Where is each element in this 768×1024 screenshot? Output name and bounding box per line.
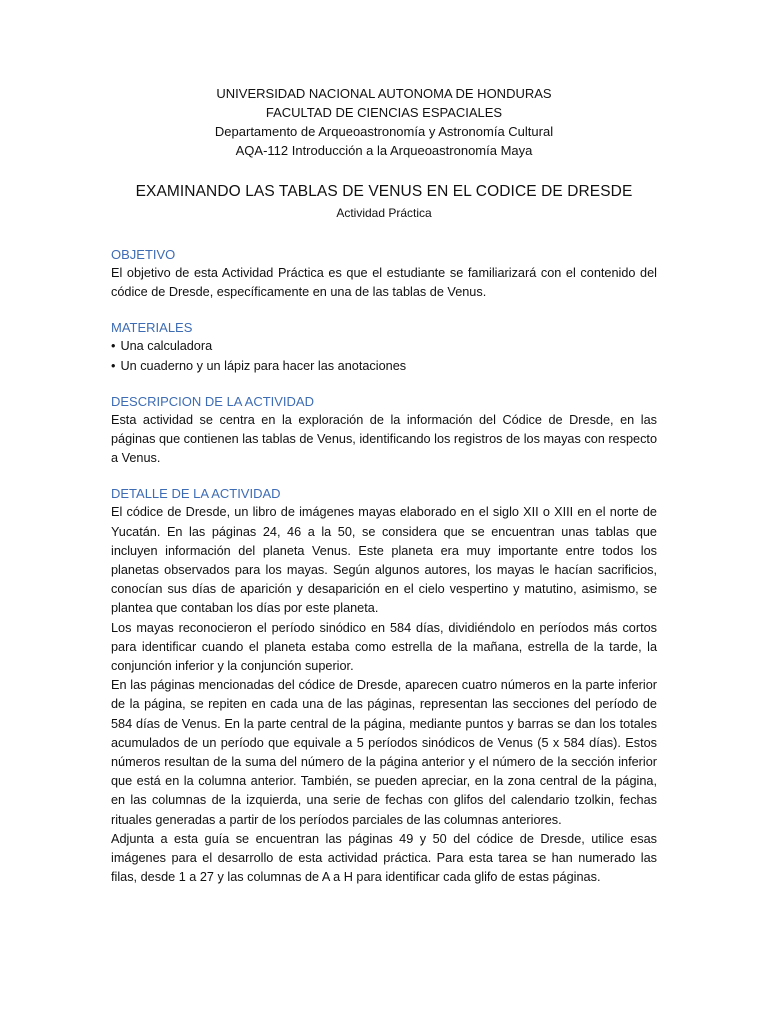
descripcion-heading: DESCRIPCION DE LA ACTIVIDAD [111, 393, 314, 409]
faculty-name: FACULTAD DE CIENCIAS ESPACIALES [265, 105, 503, 120]
materiales-list [111, 337, 657, 375]
detalle-paragraph: Adjunta a esta guía se encuentran las páginas 49 y 50 del códice de Dresde, utilice esas imágenes para el desarrollo de esta actividad práctica. Para esta tarea se han numerado las filas, desde 1 a 27 y las columnas de A a H para identificar cada glifo de estas páginas. [111, 831, 657, 885]
materiales-heading: MATERIALES [111, 320, 193, 336]
detalle-paragraph: En las páginas mencionadas del códice de Dresde, aparecen cuatro números en la parte inferior de la página, se repiten en cada una de las páginas, representan las secciones del período de 584 días de Venus. En la parte central de la página, mediante puntos y barras se dan los totales acumulados de un período que equivale a 5 períodos sinódicos de Venus (5 x 584 días). Estos números resultan de la suma del número de la página anterior y el número de la sección inferior que está en la columna anterior. También, se pueden apreciar, en la zona central de la página, en las columnas de la izquierda, una serie de fechas con glifos del calendario tzolkin, fechas rituales generadas a partir de los períodos parciales de las columnas anteriores. [111, 678, 657, 827]
list-item: • Un cuaderno y un lápiz para hacer las anotaciones [111, 357, 657, 376]
detalle-heading: DETALLE DE LA ACTIVIDAD [111, 486, 281, 502]
detalle-paragraph: Los mayas reconocieron el período sinódico en 584 días, dividiéndolo en períodos más cortos para identificar cuando el planeta estaba como estrella de la mañana, estrella de la tarde, la conjunción inferior y la conjunción superior. [111, 620, 657, 674]
university-name: UNIVERSIDAD NACIONAL AUTONOMA DE HONDURAS [216, 86, 552, 101]
department-name: Departamento de Arqueoastronomía y Astronomía Cultural [214, 124, 554, 139]
descripcion-text: Esta actividad se centra en la exploración de la información del Códice de Dresde, en las páginas que contienen las tablas de Venus, identificando los registros de los mayas con respecto a Venus. [111, 412, 657, 466]
objetivo-text: El objetivo de esta Actividad Práctica es que el estudiante se familiarizará con el contenido del códice de Dresde, específicamente en una de las tablas de Venus. [111, 266, 657, 300]
document-subtitle: Actividad Práctica [336, 206, 432, 220]
detalle-paragraph: El códice de Dresde, un libro de imágenes mayas elaborado en el siglo XII o XIII en el norte de Yucatán. En las páginas 24, 46 a la 50, se considera que se encuentran unas tablas que incluyen información del planeta Venus. Este planeta era muy importante entre todos los planetas observados para los mayas. Según algunos autores, los mayas le hacían sacrificios, conocían sus días de aparición y desaparición en el cielo vespertino y matutino, asimismo, se plantea que contaban los días por este planeta. [111, 505, 657, 616]
objetivo-heading: OBJETIVO [111, 247, 176, 262]
course-name: AQA-112 Introducción a la Arqueoastronomía Maya [235, 143, 533, 158]
document-header [111, 84, 657, 160]
list-item: • Una calculadora [111, 337, 657, 356]
document-title: EXAMINANDO LAS TABLAS DE VENUS EN EL CODICE DE DRESDE [135, 183, 633, 200]
